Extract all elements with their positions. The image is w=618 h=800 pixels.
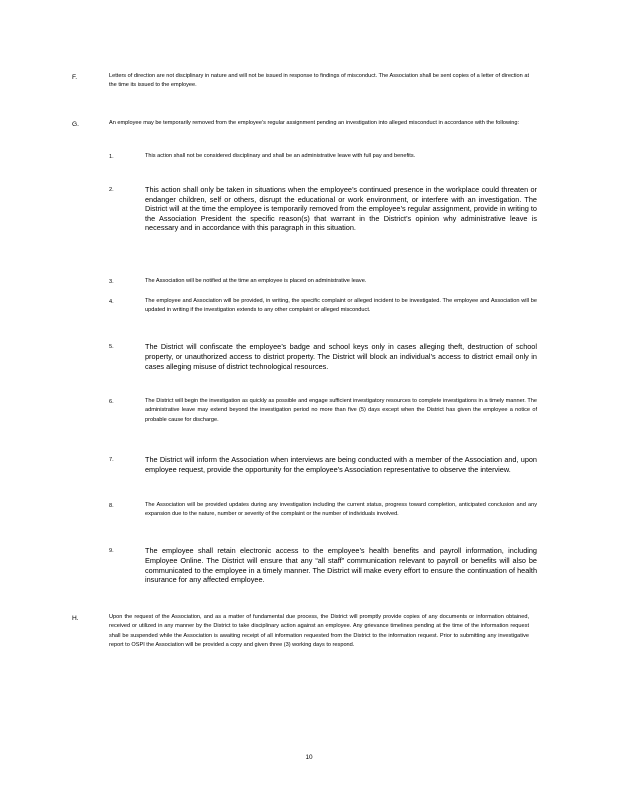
list-item: This action shall only be taken in situations when the employee’s continued presence in the workplace could threaten or endanger children, self or others, disrupt the educational or work environment, or interfere with an investigation. The District will at the time the employee is temporarily removed from the employee’s regular assignment, provide in writing to the Association President the specific reason(s) that warrant in the District’s opinion why administrative leave is necessary and in accordance with this paragraph in this situation. <box>145 185 537 233</box>
item-number: 8. <box>109 503 114 509</box>
list-item: The employee and Association will be provided, in writing, the specific complaint or alleged incident to be investigated. The employee and Association will be updated in writing if the investigation extends to any other complaint or alleged misconduct. <box>145 298 537 314</box>
list-item: The District will inform the Association when interviews are being conducted with a member of the Association and, upon employee request, provide the opportunity for the employee’s Association representative to observe the interview. <box>145 455 537 474</box>
item-number: 4. <box>109 299 114 305</box>
section-letter-g: G. <box>72 121 79 128</box>
item-number: 3. <box>109 279 114 285</box>
item-number: 6. <box>109 399 114 405</box>
list-item: The District will begin the investigation as quickly as possible and engage sufficient investigatory resources to complete investigations in a timely manner. The administrative leave may extend beyond the investigation period no more than five (5) days except when the District has given the employee a notice of probable cause for discharge. <box>145 398 537 423</box>
list-item: The District will confiscate the employee’s badge and school keys only in cases alleging theft, destruction of school property, or unauthorized access to district property. The District will block an individual’s access to district email only in cases alleging misuse of district technological resources. <box>145 342 537 371</box>
item-number: 7. <box>109 457 114 463</box>
list-item: The employee shall retain electronic access to the employee’s health benefits and payroll information, including Employee Online. The District will ensure that any “all staff” communication relevant to payroll or benefits will also be communicated to the employee in a timely manner. The District will make every effort to ensure the continuation of health insurance for any affected employee. <box>145 546 537 585</box>
item-number: 2. <box>109 187 114 193</box>
item-number: 5. <box>109 344 114 350</box>
page-number: 10 <box>305 754 313 761</box>
section-h-text: Upon the request of the Association, and as a matter of fundamental due process, the District will promptly provide copies of any documents or information obtained, received or utilized in any manner by the District to take disciplinary action against an employee. Any grievance timelines pending at the time of the information request shall be suspended while the Association is awaiting receipt of all information requested from the District to the information request. Prior to submitting any investigative report to OSPI the Association will be provided a copy and given three (3) working days to respond. <box>109 614 529 649</box>
item-number: 1. <box>109 154 114 160</box>
section-f-text: Letters of direction are not disciplinary in nature and will not be issued in response to findings of misconduct. The Association shall be sent copies of a letter of direction at the time its issued to the employee. <box>109 73 529 89</box>
section-letter-f: F. <box>72 74 78 81</box>
list-item: The Association will be notified at the time an employee is placed on administrative leave. <box>145 278 367 284</box>
item-number: 9. <box>109 548 114 554</box>
list-item: The Association will be provided updates during any investigation including the current status, progress toward completion, anticipated conclusion and any expansion due to the nature, number or severity of the complaint or the number of individuals involved. <box>145 502 537 518</box>
list-item: This action shall not be considered disciplinary and shall be an administrative leave with full pay and benefits. <box>145 153 416 159</box>
section-g-intro: An employee may be temporarily removed from the employee’s regular assignment pending an investigation into alleged misconduct in accordance with the following: <box>109 120 520 126</box>
section-letter-h: H. <box>72 615 79 622</box>
